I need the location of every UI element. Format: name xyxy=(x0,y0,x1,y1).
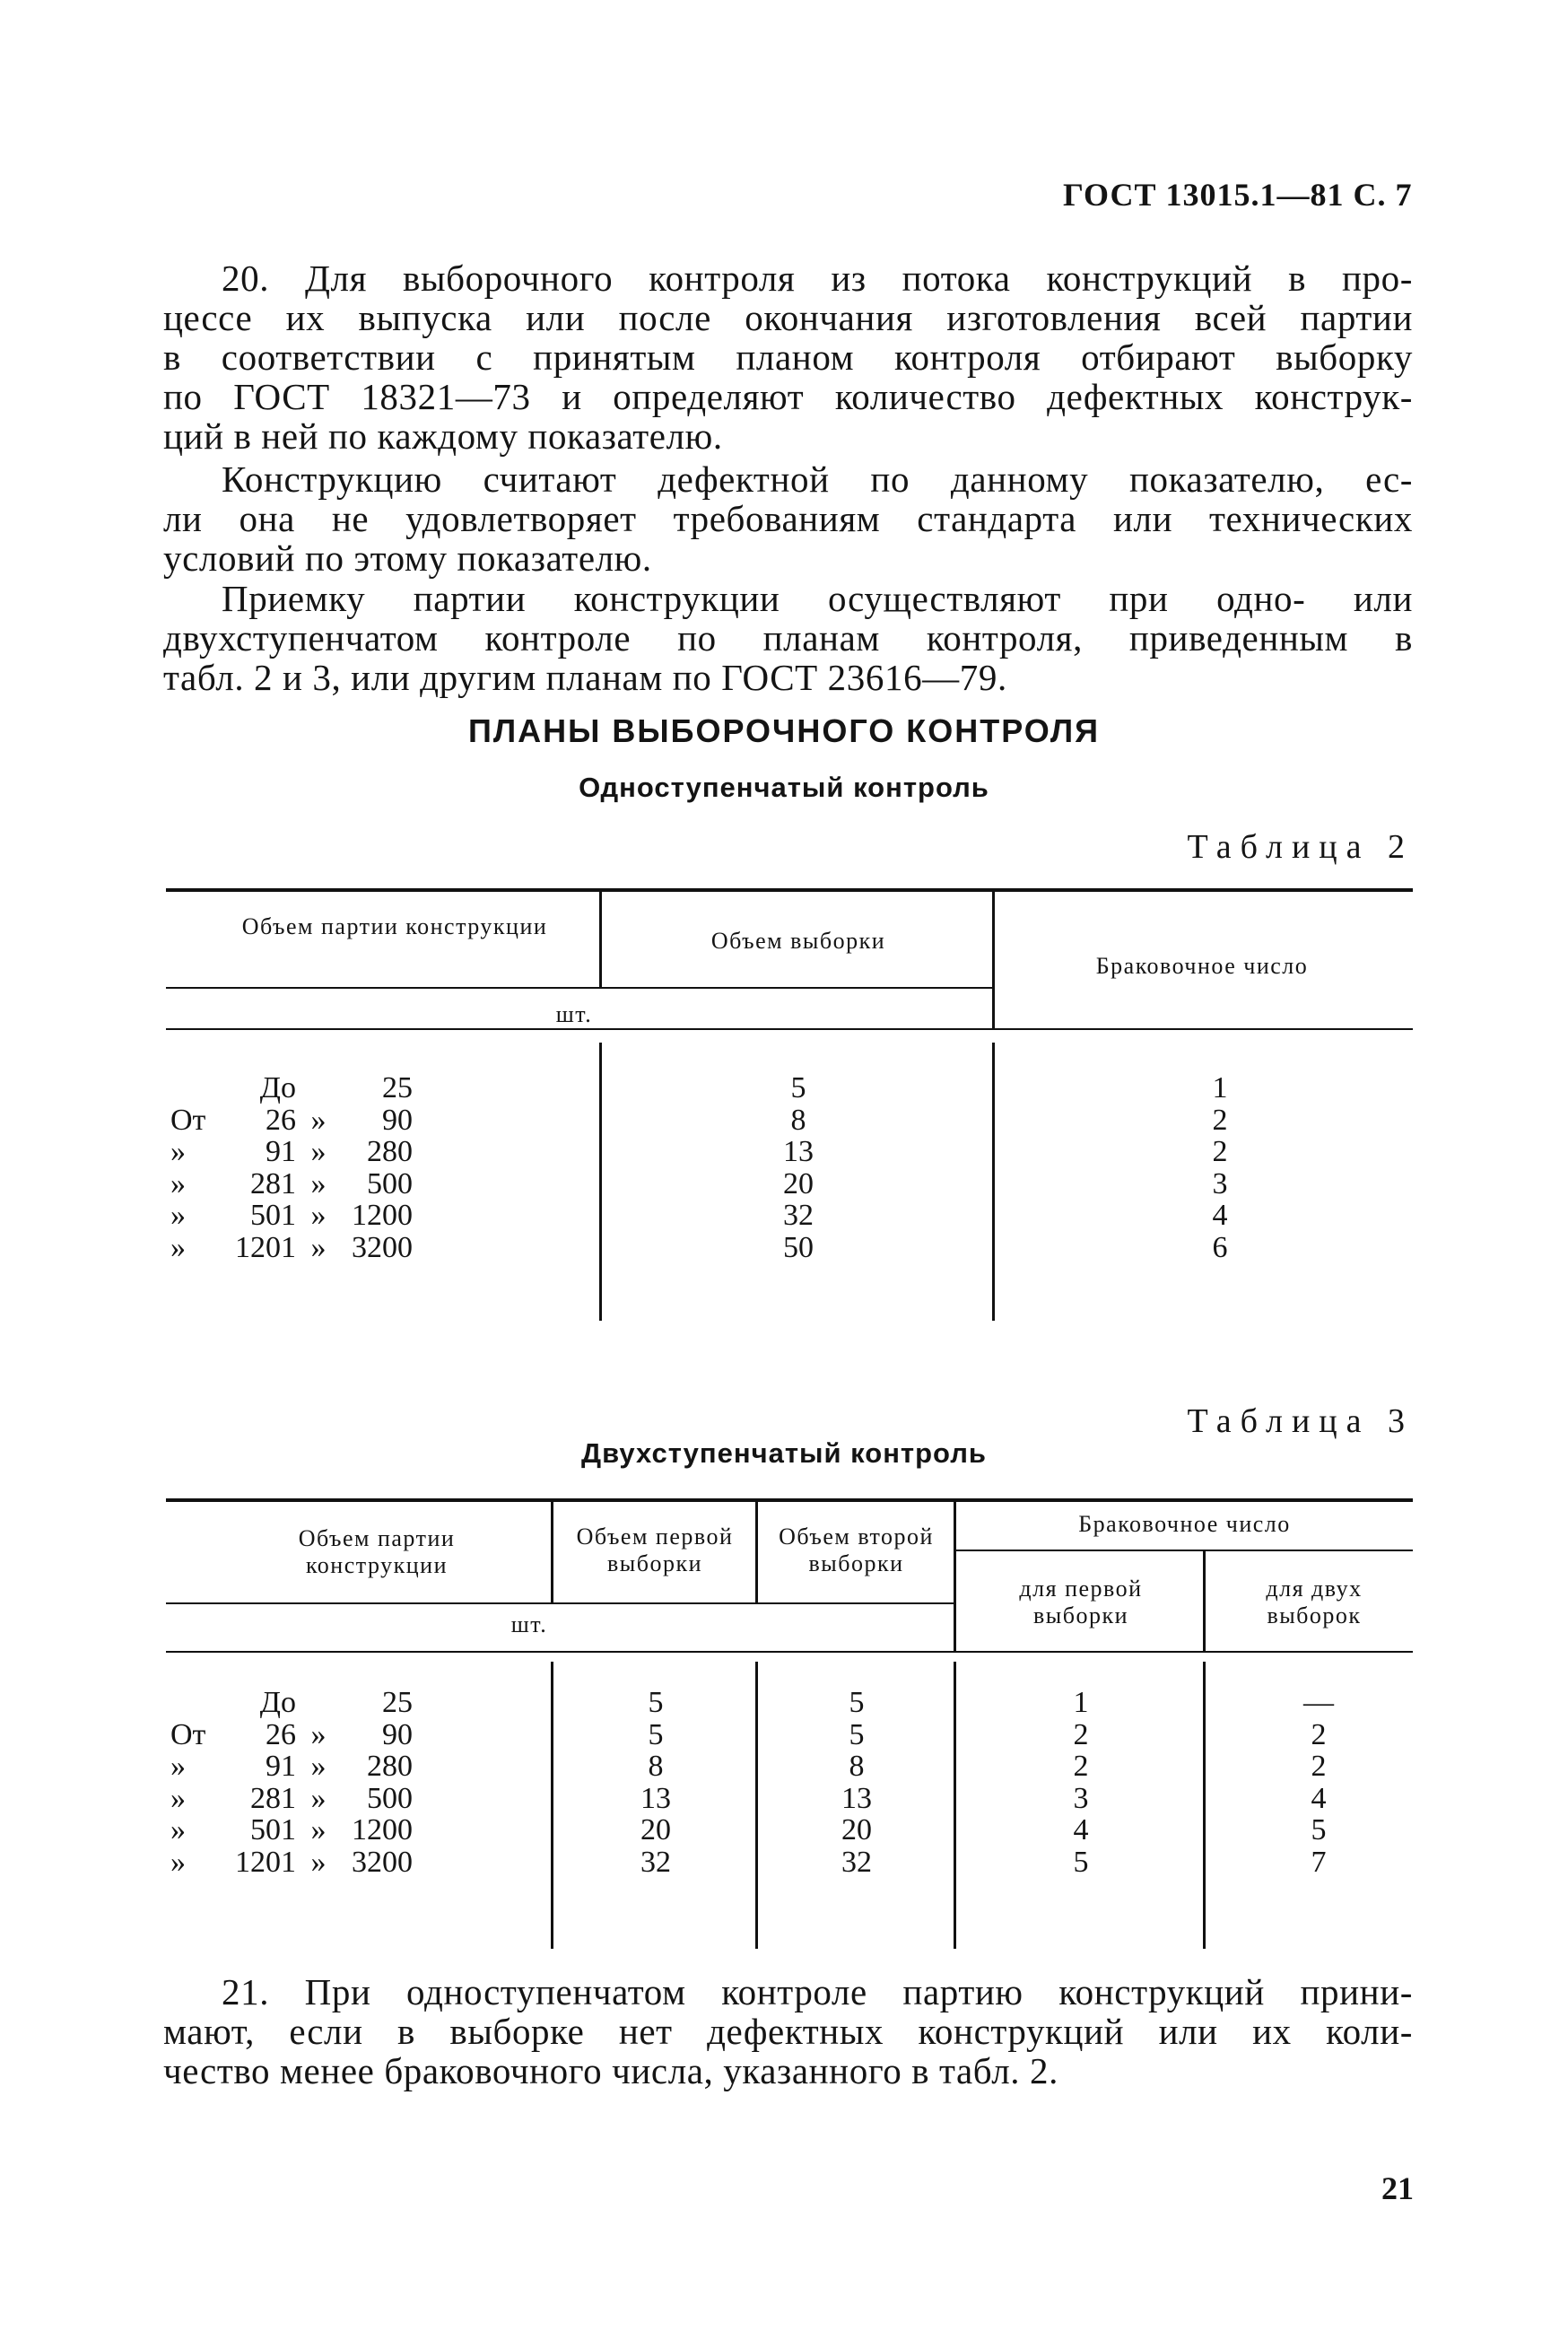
table3-second-column xyxy=(816,1687,897,1878)
table-cell: 5 xyxy=(648,1717,664,1751)
table3-range-column xyxy=(170,1687,422,1878)
paragraph-line: в соответствии с принятым планом контроля отбирают выборку xyxy=(163,336,1413,378)
table2-label: Таблица 2 xyxy=(1187,828,1414,866)
section-title: ПЛАНЫ ВЫБОРОЧНОГО КОНТРОЛЯ xyxy=(467,712,1100,749)
table-cell: 3 xyxy=(1212,1166,1228,1200)
table2-range-column xyxy=(170,1072,422,1263)
table-cell: 5 xyxy=(849,1686,865,1719)
table-cell: 20 xyxy=(783,1166,814,1200)
paragraph-line: чество менее браковочного числа, указанного в табл. 2. xyxy=(163,2050,1058,2091)
table-cell: 8 xyxy=(648,1750,664,1783)
table-cell: 20 xyxy=(841,1813,872,1846)
table3-top-rule xyxy=(166,1498,1413,1502)
table3-header-reject: Браковочное число xyxy=(1078,1511,1291,1537)
table-row: » 1201 » 3200 xyxy=(170,1845,413,1879)
table2-header-reject: Браковочное число xyxy=(1095,953,1309,979)
table-row: » 281 » 500 xyxy=(170,1166,413,1200)
paragraph-defect-definition xyxy=(163,459,1413,578)
table2-vline xyxy=(599,892,602,987)
paragraph-acceptance xyxy=(163,579,1413,697)
table3-first-column xyxy=(615,1687,696,1878)
table3-reject-first-column xyxy=(1041,1687,1121,1878)
table-cell: 2 xyxy=(1073,1717,1089,1751)
table3-reject-rule xyxy=(956,1550,1413,1551)
table-row: » 91 » 280 xyxy=(170,1750,413,1783)
table2-reject-column xyxy=(1166,1072,1274,1263)
table3-header-reject-first: для первой выборки xyxy=(1019,1576,1143,1628)
table-cell: — xyxy=(1303,1686,1334,1719)
table-cell: 5 xyxy=(790,1071,806,1104)
paragraph-line: 21. При одноступенчатом контроле партию конструкций прини- xyxy=(222,1971,1413,2012)
table3-vline xyxy=(1203,1662,1206,1949)
document-code-header: ГОСТ 13015.1—81 С. 7 xyxy=(1063,177,1413,213)
table2-unit-rule xyxy=(166,987,992,989)
table-row: До 25 xyxy=(259,1071,413,1104)
table-cell: 32 xyxy=(783,1199,814,1232)
table2-header-rule xyxy=(166,1028,1413,1030)
table-cell: 1 xyxy=(1073,1686,1089,1719)
paragraph-line: табл. 2 и 3, или другим планам по ГОСТ 23616—79. xyxy=(163,657,1007,698)
table3-label: Таблица 3 xyxy=(1187,1402,1414,1440)
table3-header-rule xyxy=(166,1651,1413,1653)
paragraph-21 xyxy=(163,1972,1413,2091)
paragraph-line: 20. Для выборочного контроля из потока конструкций в про- xyxy=(222,258,1413,299)
table3-vline xyxy=(551,1502,553,1602)
table2-sample-column xyxy=(745,1072,852,1263)
table-cell: 2 xyxy=(1311,1750,1327,1783)
table-cell: 2 xyxy=(1212,1135,1228,1168)
table-cell: 13 xyxy=(841,1781,872,1815)
table2-subtitle: Одноступенчатый контроль xyxy=(579,772,989,803)
table-row: » 281 » 500 xyxy=(170,1781,413,1815)
table-cell: 1 xyxy=(1212,1071,1228,1104)
table-cell: 32 xyxy=(640,1845,671,1879)
table-cell: 50 xyxy=(783,1230,814,1264)
table2-vline xyxy=(599,1043,602,1321)
table2-top-rule xyxy=(166,888,1413,892)
paragraph-line: Конструкцию считают дефектной по данному показателю, ес- xyxy=(222,458,1413,500)
paragraph-line: цессе их выпуска или после окончания изготовления всей партии xyxy=(163,297,1413,338)
table-row: От 26 » 90 xyxy=(170,1717,413,1751)
table-cell: 4 xyxy=(1311,1781,1327,1815)
table3-reject-both-column xyxy=(1278,1687,1359,1878)
paragraph-line: Приемку партии конструкции осуществляют при одно- или xyxy=(222,578,1413,619)
table-cell: 6 xyxy=(1212,1230,1228,1264)
table-cell: 13 xyxy=(640,1781,671,1815)
table-row: » 1201 » 3200 xyxy=(170,1230,413,1264)
table-cell: 5 xyxy=(1073,1845,1089,1879)
paragraph-line: двухступенчатом контроле по планам контроля, приведенным в xyxy=(163,617,1413,659)
table-cell: 13 xyxy=(783,1135,814,1168)
table-row: » 501 » 1200 xyxy=(170,1199,413,1232)
table3-subtitle: Двухступенчатый контроль xyxy=(581,1437,987,1469)
table-row: » 91 » 280 xyxy=(170,1135,413,1168)
table-row: » 501 » 1200 xyxy=(170,1813,413,1846)
page-number: 21 xyxy=(1381,2170,1414,2206)
table3-header-unit: шт. xyxy=(510,1611,548,1637)
table3-header-first: Объем первой выборки xyxy=(576,1523,734,1576)
paragraph-20 xyxy=(163,258,1413,456)
table-row: От 26 » 90 xyxy=(170,1103,413,1137)
table-cell: 2 xyxy=(1311,1717,1327,1751)
table3-header-reject-both: для двух выборок xyxy=(1266,1576,1363,1628)
table3-header-second: Объем второй выборки xyxy=(779,1523,934,1576)
table-cell: 5 xyxy=(1311,1813,1327,1846)
table3-vline xyxy=(551,1662,553,1949)
table2-vline xyxy=(992,1043,995,1321)
table-cell: 4 xyxy=(1073,1813,1089,1846)
table-cell: 7 xyxy=(1311,1845,1327,1879)
table2-header-unit: шт. xyxy=(555,1001,593,1027)
table-cell: 32 xyxy=(841,1845,872,1879)
table-cell: 3 xyxy=(1073,1781,1089,1815)
paragraph-line: мают, если в выборке нет дефектных конструкций или их коли- xyxy=(163,2011,1413,2052)
table-cell: 5 xyxy=(648,1686,664,1719)
table-cell: 5 xyxy=(849,1717,865,1751)
table-row: До 25 xyxy=(259,1686,413,1719)
table3-vline xyxy=(954,1662,956,1949)
table-cell: 4 xyxy=(1212,1199,1228,1232)
table-cell: 2 xyxy=(1073,1750,1089,1783)
paragraph-line: ли она не удовлетворяет требованиям стандарта или технических xyxy=(163,498,1413,539)
paragraph-line: ций в ней по каждому показателю. xyxy=(163,415,723,457)
table-cell: 2 xyxy=(1212,1103,1228,1137)
table3-unit-rule xyxy=(166,1602,954,1604)
table-cell: 8 xyxy=(849,1750,865,1783)
paragraph-line: по ГОСТ 18321—73 и определяют количество дефектных конструк- xyxy=(163,376,1413,417)
table2-header-sample: Объем выборки xyxy=(710,928,886,954)
table-cell: 20 xyxy=(640,1813,671,1846)
table2-vline xyxy=(992,892,995,1028)
table3-vline xyxy=(1203,1551,1206,1651)
table2-header-lot: Объем партии конструкции xyxy=(241,913,548,939)
table3-header-lot: Объем партии конструкции xyxy=(298,1525,456,1578)
paragraph-line: условий по этому показателю. xyxy=(163,537,652,579)
table3-vline xyxy=(755,1502,758,1602)
table-cell: 8 xyxy=(790,1103,806,1137)
table3-vline xyxy=(755,1662,758,1949)
